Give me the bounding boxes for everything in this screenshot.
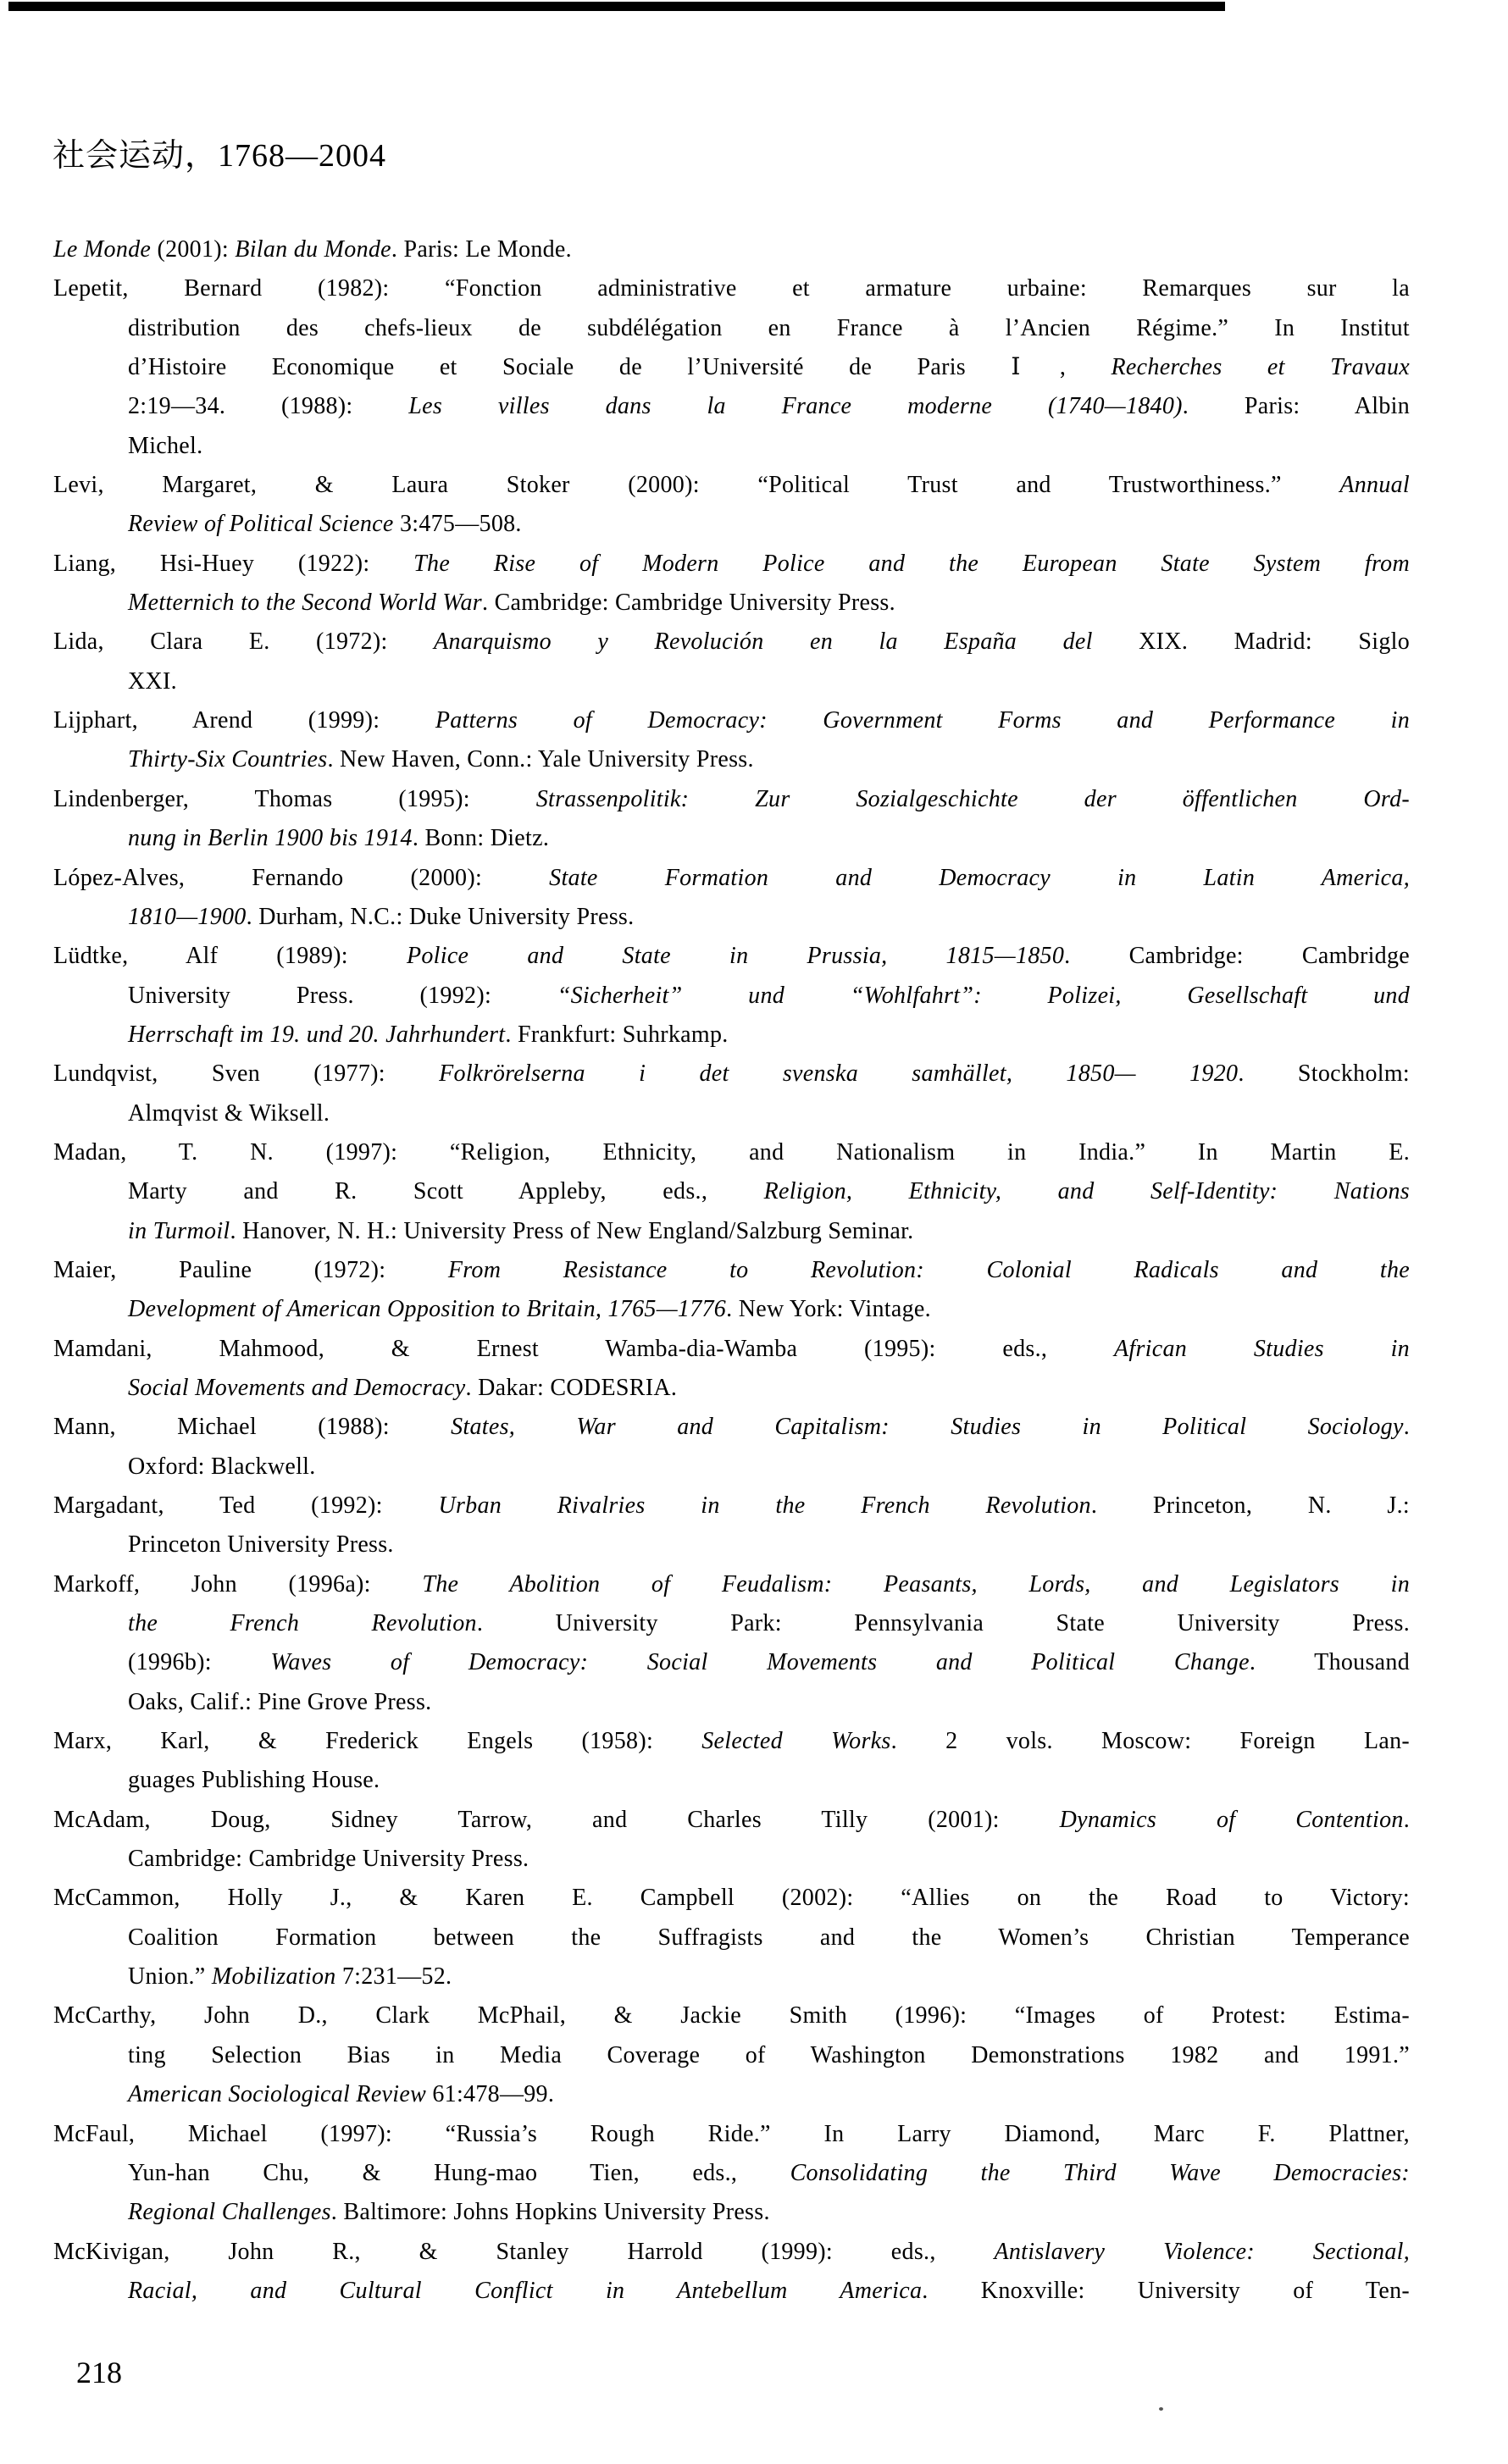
bib-text: McFaul, Michael (1997): “Russia’s Rough Ride.” In Larry Diamond, Marc F. Plattner, (53, 2120, 1410, 2147)
bibliography (53, 230, 1410, 2311)
bib-text: . Dakar: CODESRIA. (465, 1374, 678, 1401)
bib-text: . Baltimore: Johns Hopkins University Press. (330, 2199, 770, 2226)
bib-text-italic: Strassenpolitik: Zur Sozialgeschichte der öffentlichen Ord- (535, 785, 1410, 812)
bib-line (53, 1448, 1410, 1487)
bib-text-italic: 1810—1900 (128, 903, 247, 930)
bib-text: d’Histoire Economique et Sociale de l’Université de Paris Ⅰ, (128, 354, 1112, 381)
bib-line (53, 466, 1410, 505)
bib-text: Lundqvist, Sven (1977): (53, 1060, 440, 1088)
ink-speck (1159, 2407, 1163, 2411)
bib-text: . New York: Vintage. (726, 1296, 931, 1323)
bib-text: Markoff, John (1996a): (53, 1570, 423, 1597)
bib-text: . Bonn: Dietz. (412, 825, 550, 852)
bib-text-italic: Herrschaft im 19. und 20. Jahrhundert (128, 1021, 506, 1048)
bib-line (53, 1919, 1410, 1957)
bib-text: Maier, Pauline (1972): (53, 1256, 448, 1283)
bib-text: 3:475—508. (393, 511, 522, 538)
bib-text: Union.” (128, 1963, 212, 1991)
bib-line (53, 1801, 1410, 1840)
bib-text-italic: in Turmoil (128, 1217, 230, 1244)
bib-line (53, 937, 1410, 976)
bib-text: (2001): (151, 236, 236, 263)
bib-text-italic: Urban Rivalries in the French Revolution (438, 1492, 1091, 1519)
bib-text-italic: The Abolition of Feudalism: Peasants, Lords, and Legislators in (422, 1570, 1410, 1597)
bib-text: . Frankfurt: Suhrkamp. (505, 1021, 729, 1048)
bib-line (53, 1251, 1410, 1290)
bib-text-italic: American Sociological Review (128, 2081, 427, 2108)
bib-text-italic: Racial, and Cultural Conflict in Antebellum America (128, 2277, 923, 2304)
bib-line (53, 2154, 1410, 2193)
bib-line (53, 1643, 1410, 1682)
bib-line (53, 505, 1410, 544)
bib-line (53, 545, 1410, 584)
bib-text-italic: Le Monde (53, 236, 152, 263)
bib-text: guages Publishing House. (128, 1767, 380, 1794)
bib-text: Oxford: Blackwell. (128, 1453, 316, 1480)
bib-text-italic: Metternich to the Second World War (128, 590, 482, 617)
bib-line (53, 1055, 1410, 1094)
bib-line (53, 1879, 1410, 1918)
bib-line (53, 348, 1410, 387)
bib-text: Marty and R. Scott Appleby, eds., (128, 1178, 764, 1205)
bib-text: 2:19—34. (1988): (128, 393, 409, 420)
bib-text-italic: Development of American Opposition to Britain, 1765—1776 (128, 1296, 727, 1323)
bib-line (53, 1604, 1410, 1643)
bib-text: Lindenberger, Thomas (1995): (53, 785, 536, 812)
bib-text: McKivigan, John R., & Stanley Harrold (1999): eds., (53, 2238, 995, 2265)
bib-text-italic: Annual (1339, 472, 1410, 499)
bib-line (53, 2233, 1410, 2272)
bib-line (53, 1212, 1410, 1251)
bib-line (53, 740, 1410, 779)
bib-text: . Paris: Albin (1182, 393, 1410, 420)
bib-line (53, 780, 1410, 819)
bib-text: López-Alves, Fernando (2000): (53, 864, 550, 891)
bib-text-italic: Waves of Democracy: Social Movements and Political Change (270, 1649, 1250, 1676)
bib-text: (1996b): (128, 1649, 271, 1676)
bib-line (53, 2036, 1410, 2075)
bib-line (53, 2193, 1410, 2232)
bib-text-italic: Patterns of Democracy: Government Forms and Performance in (435, 707, 1411, 734)
bib-line (53, 1290, 1410, 1329)
bib-line (53, 1133, 1410, 1172)
bib-text-italic: Regional Challenges (128, 2199, 331, 2226)
bib-text-italic: Mobilization (211, 1963, 336, 1991)
bib-text: Almqvist & Wiksell. (128, 1099, 330, 1127)
bib-text-italic: Review of Political Science (128, 511, 394, 538)
bib-line (53, 1957, 1410, 1996)
bib-line (53, 2115, 1410, 2154)
bib-text: McAdam, Doug, Sidney Tarrow, and Charles Tilly (2001): (53, 1806, 1060, 1833)
bib-line (53, 1840, 1410, 1879)
bib-line (53, 1369, 1410, 1408)
bib-text-italic: Dynamics of Contention (1059, 1806, 1404, 1833)
bib-text-italic: Selected Works (701, 1728, 891, 1755)
bib-text: Coalition Formation between the Suffragists and the Women’s Christian Temperance (128, 1924, 1410, 1951)
bib-line (53, 584, 1410, 623)
bib-text: Marx, Karl, & Frederick Engels (1958): (53, 1728, 702, 1755)
bib-text: . Knoxville: University of Ten- (922, 2277, 1410, 2304)
bib-text-italic: From Resistance to Revolution: Colonial Radicals and the (447, 1256, 1410, 1283)
bib-text: 61:478—99. (426, 2081, 555, 2108)
bib-text-italic: nung in Berlin 1900 bis 1914 (128, 825, 413, 852)
bib-text-italic: Religion, Ethnicity, and Self-Identity: Nations (763, 1178, 1410, 1205)
bib-text: Levi, Margaret, & Laura Stoker (2000): “Political Trust and Trustworthiness.” (53, 472, 1340, 499)
bib-text: . New Haven, Conn.: Yale University Press. (327, 746, 754, 773)
bib-line (53, 230, 1410, 269)
bib-text-italic: Thirty-Six Countries (128, 746, 328, 773)
bib-text-italic: The Rise of Modern Police and the European State System from (413, 550, 1410, 577)
bib-text-italic: Les villes dans la France moderne (1740—1840) (408, 393, 1183, 420)
bib-text-italic: Recherches et Travaux (1111, 354, 1410, 381)
bib-text: XIX (1139, 628, 1182, 656)
bib-text: Mann, Michael (1988): (53, 1414, 452, 1441)
bib-line (53, 1408, 1410, 1447)
bib-text: Lepetit, Bernard (1982): “Fonction administrative et armature urbaine: Remarques sur la (53, 275, 1410, 302)
page-number: 218 (76, 2356, 122, 2389)
bib-line (53, 1094, 1410, 1133)
running-head: 社会运动，1768—2004 (53, 138, 387, 174)
bib-text-italic: African Studies in (1113, 1335, 1410, 1362)
bib-text: University Press. (1992): (128, 982, 557, 1009)
bib-text: XXI. (128, 667, 177, 695)
bib-line (53, 1761, 1410, 1800)
bib-line (53, 662, 1410, 701)
bib-line (53, 1487, 1410, 1525)
bib-text-italic: Antislavery Violence: Sectional, (994, 2238, 1410, 2265)
bib-line (53, 2075, 1410, 2114)
bib-line (53, 977, 1410, 1016)
bib-text: Lijphart, Arend (1999): (53, 707, 435, 734)
bib-line (53, 1016, 1410, 1055)
bib-line (53, 859, 1410, 898)
bib-text: Lüdtke, Alf (1989): (53, 943, 407, 970)
bib-text: . (1403, 1806, 1410, 1833)
bib-text: Lida, Clara E. (1972): (53, 628, 435, 656)
bib-text: Michel. (128, 432, 203, 459)
bib-text: Cambridge: Cambridge University Press. (128, 1846, 529, 1873)
bib-line (53, 623, 1410, 662)
bib-text-italic: State Formation and Democracy in Latin America, (549, 864, 1410, 891)
bib-text: . (1403, 1414, 1411, 1441)
bib-text: McCammon, Holly J., & Karen E. Campbell (2002): “Allies on the Road to Victory: (53, 1885, 1410, 1912)
bib-text: . Cambridge: Cambridge University Press. (481, 590, 895, 617)
bib-line (53, 898, 1410, 937)
bib-line (53, 1683, 1410, 1722)
bib-text: . Durham, N.C.: Duke University Press. (246, 903, 635, 930)
bib-text: Liang, Hsi-Huey (1922): (53, 550, 414, 577)
bib-text: . Paris: Le Monde. (391, 236, 572, 263)
bib-text: distribution des chefs-lieux de subdélégation en France à l’Ancien Régime.” In Institut (128, 314, 1410, 341)
bib-text: Mamdani, Mahmood, & Ernest Wamba-dia-Wamba (1995): eds., (53, 1335, 1114, 1362)
bib-text-italic: Anarquismo y Revolución en la España del (434, 628, 1139, 656)
bib-line (53, 1722, 1410, 1761)
bib-text-italic: the French Revolution (128, 1610, 477, 1637)
bib-line (53, 1525, 1410, 1564)
bib-text: . University Park: Pennsylvania State University Press. (476, 1610, 1410, 1637)
bib-text: 7:231—52. (335, 1963, 452, 1991)
top-black-bar (8, 2, 1225, 11)
bib-line (53, 819, 1410, 858)
bib-text-italic: States, War and Capitalism: Studies in Political Sociology (451, 1414, 1404, 1441)
bib-text: . Thousand (1249, 1649, 1411, 1676)
bib-line (53, 1565, 1410, 1604)
bib-line (53, 309, 1410, 348)
bib-text: . Princeton, N. J.: (1090, 1492, 1410, 1519)
bib-text: . Hanover, N. H.: University Press of New England/Salzburg Seminar. (230, 1217, 914, 1244)
bib-text: Princeton University Press. (128, 1531, 394, 1559)
bib-line (53, 1330, 1410, 1369)
bib-text: . 2 vols. Moscow: Foreign Lan- (890, 1728, 1410, 1755)
bib-text: . Stockholm: (1238, 1060, 1411, 1088)
bib-text: ting Selection Bias in Media Coverage of Washington Demonstrations 1982 and 1991.” (128, 2041, 1410, 2068)
bib-text: McCarthy, John D., Clark McPhail, & Jackie Smith (1996): “Images of Protest: Estima- (53, 2002, 1410, 2029)
bib-line (53, 269, 1410, 308)
bib-line (53, 427, 1410, 466)
bib-line (53, 1172, 1410, 1211)
bib-text: Madan, T. N. (1997): “Religion, Ethnicity, and Nationalism in India.” In Martin E. (53, 1138, 1410, 1166)
bib-text-italic: “Sicherheit” und “Wohlfahrt”: Polizei, Gesellschaft und (557, 982, 1410, 1009)
bib-line (53, 387, 1410, 426)
bib-line (53, 2272, 1410, 2311)
bib-text: . Madrid: Siglo (1181, 628, 1410, 656)
bib-line (53, 1996, 1410, 2035)
bib-text: . Cambridge: Cambridge (1064, 943, 1410, 970)
bib-text-italic: Folkrörelserna i det svenska samhället, 1850— 1920 (439, 1060, 1239, 1088)
bib-text-italic: Consolidating the Third Wave Democracies: (790, 2159, 1410, 2186)
bib-text-italic: Bilan du Monde (235, 236, 391, 263)
bib-text-italic: Police and State in Prussia, 1815—1850 (406, 943, 1065, 970)
bib-text: Oaks, Calif.: Pine Grove Press. (128, 1688, 432, 1715)
bib-line (53, 701, 1410, 740)
bib-text: Yun-han Chu, & Hung-mao Tien, eds., (128, 2159, 790, 2186)
bib-text: Margadant, Ted (1992): (53, 1492, 439, 1519)
bib-text-italic: Social Movements and Democracy (128, 1374, 466, 1401)
